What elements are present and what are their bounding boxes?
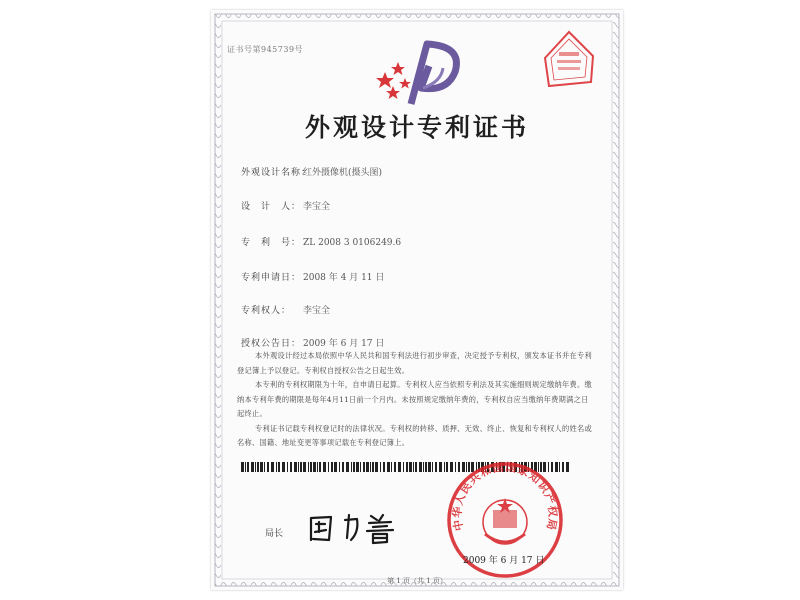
field-label: 专利申请日： bbox=[241, 273, 302, 283]
seal-date: 2009 年 6 月 17 日 bbox=[463, 556, 545, 566]
body-paragraph: 专利证书记载专利权登记时的法律状况。专利权的转移、质押、无效、终止、恢复和专利权人的姓名或名称、国籍、地址变更等事项记载在专利登记簿上。 bbox=[237, 423, 592, 447]
field-label: 专利权人： bbox=[241, 306, 292, 316]
field-designer bbox=[241, 199, 330, 212]
field-value: 李宝全 bbox=[303, 306, 331, 316]
field-label: 设 计 人： bbox=[241, 202, 302, 212]
body-paragraph: 本外观设计经过本局依照中华人民共和国专利法进行初步审查，决定授予专利权，颁发本证书并在专利登记簿上予以登记。专利权自授权公告之日起生效。 bbox=[237, 351, 592, 375]
stamp-seal-small bbox=[537, 28, 601, 92]
field-label: 外观设计名称： bbox=[241, 168, 312, 178]
patent-office-logo bbox=[371, 38, 471, 108]
field-value: 李宝全 bbox=[303, 202, 331, 212]
seal-text: 中华人民共和国国家知识产权局 bbox=[450, 460, 560, 532]
field-patentee bbox=[241, 303, 330, 316]
page-number: 第 1 页（共 1 页） bbox=[387, 577, 447, 585]
field-value: ZL 2008 3 0106249.6 bbox=[303, 238, 402, 248]
patent-certificate bbox=[211, 10, 623, 590]
certificate-body-text bbox=[237, 349, 593, 451]
field-design-name bbox=[241, 165, 382, 178]
body-paragraph: 本专利的专利权期限为十年，自申请日起算。专利权人应当依照专利法及其实施细则规定缴纳年费。缴纳本专利年费的期限是每年4月11日前一个月内。未按照规定缴纳年费的，专利权自应当缴纳年费期满之日起终止。 bbox=[237, 380, 592, 418]
field-label: 授权公告日： bbox=[241, 339, 302, 349]
field-value: 2009 年 6 月 17 日 bbox=[303, 339, 385, 349]
certificate-title: 外观设计专利证书 bbox=[304, 113, 529, 142]
director-signature bbox=[305, 510, 417, 546]
director-label: 局长 bbox=[265, 529, 284, 539]
field-value: 2008 年 4 月 11 日 bbox=[303, 273, 385, 283]
field-grant-date bbox=[241, 336, 384, 349]
field-application-date bbox=[241, 270, 384, 283]
certificate-number: 证书号第945739号 bbox=[227, 45, 304, 54]
field-label: 专 利 号： bbox=[241, 238, 302, 248]
field-patent-number bbox=[241, 235, 401, 248]
field-value: 红外摄像机(摄头图) bbox=[303, 168, 383, 178]
